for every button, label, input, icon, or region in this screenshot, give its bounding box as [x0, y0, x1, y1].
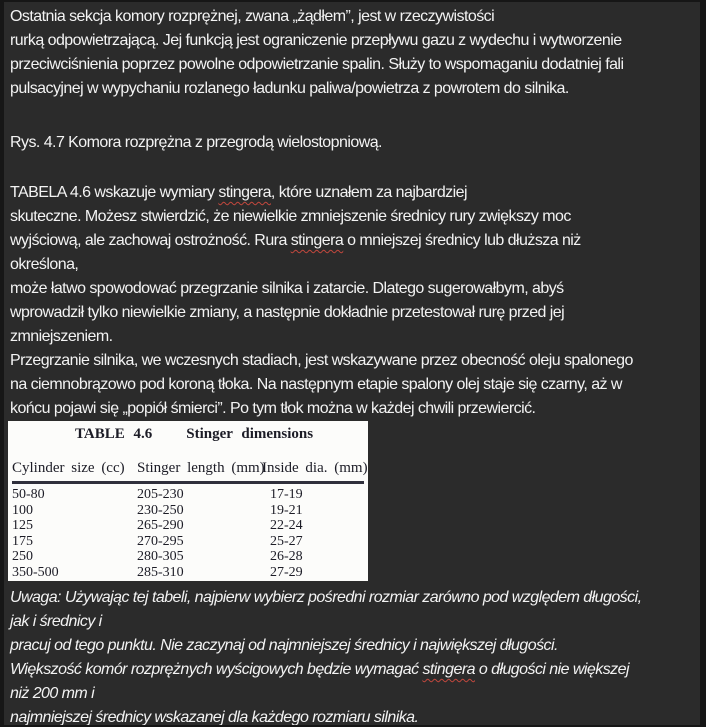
- table-title: [75, 425, 364, 443]
- table-number: TABLE 4.6: [75, 426, 153, 442]
- table-body: [12, 487, 364, 580]
- table-cell: 175: [12, 533, 33, 549]
- note-paragraph: [10, 586, 692, 725]
- text-segment: o mniejszej średnicy lub dłuższa niż: [343, 232, 581, 249]
- table-cell: 25-27: [270, 533, 303, 549]
- table-cell: 22-24: [270, 518, 303, 533]
- text-segment: o długości nie większej: [474, 661, 629, 678]
- table-cell: 280-305: [137, 549, 184, 564]
- table-cell: 125: [12, 518, 33, 533]
- text-line: [10, 229, 692, 253]
- text-line: pracuj od tego punktu. Nie zaczynaj od najmniejszej średnicy i największej długości.: [10, 637, 558, 654]
- paragraph-table-description: [10, 181, 692, 421]
- table-cell: 265-290: [137, 518, 184, 533]
- table-header-row: [12, 459, 368, 477]
- table-cell: 285-310: [137, 564, 184, 580]
- figure-caption-text: Rys. 4.7 Komora rozprężna z przegrodą wielostopniową.: [10, 134, 382, 151]
- text-line: zmniejszeniem.: [10, 328, 113, 345]
- text-line: Przegrzanie silnika, we wczesnych stadiach, jest wskazywane przez obecność oleju spalonego: [10, 352, 633, 369]
- figure-caption: [10, 131, 692, 155]
- table-cell: 100: [12, 502, 33, 518]
- text-segment: Większość komór rozprężnych wyścigowych będzie wymagać: [10, 661, 423, 678]
- table-row: [12, 487, 364, 503]
- table-cell: 27-29: [270, 564, 303, 580]
- text-line: [10, 181, 692, 205]
- table-cell: 350-500: [12, 564, 59, 580]
- text-line: Ostatnia sekcja komory rozprężnej, zwana „żądłem”, jest w rzeczywistości: [10, 8, 495, 25]
- table-header-cell: Stinger length (mm): [137, 460, 265, 476]
- text-line: wprowadził tylko niewielkie zmiany, a następnie dokładnie przetestował rurę przed jej: [10, 304, 565, 321]
- misspelled-word[interactable]: stingera: [218, 184, 271, 201]
- text-segment: wyjściową, ale zachowaj ostrożność. Rura: [10, 232, 291, 249]
- table-header-cell: Inside dia. (mm): [262, 460, 368, 476]
- text-line: jak i średnicy i: [10, 613, 102, 630]
- table-row: [12, 565, 364, 581]
- table-cell: 250: [12, 549, 33, 564]
- text-line: pulsacyjnej w wypychaniu rozlanego ładunku paliwa/powietrza z powrotem do silnika.: [10, 80, 569, 97]
- text-line: [10, 658, 692, 682]
- text-line: Uwaga: Używając tej tabeli, najpierw wybierz pośredni rozmiar zarówno pod względem długości,: [10, 589, 642, 606]
- table-cell: 270-295: [137, 533, 184, 549]
- table-row: [12, 549, 364, 565]
- text-line: najmniejszej średnicy wskazanej dla każdego rozmiaru silnika.: [10, 709, 419, 725]
- text-segment: TABELA 4.6 wskazuje wymiary: [10, 184, 219, 201]
- table-cell: 50-80: [12, 487, 45, 502]
- text-line: określona,: [10, 256, 79, 273]
- table-cell: 230-250: [137, 502, 184, 518]
- misspelled-word[interactable]: stingera: [422, 661, 475, 678]
- table-row: [12, 503, 364, 519]
- document-editor-surface[interactable]: [4, 2, 700, 725]
- misspelled-word[interactable]: stingera: [290, 232, 344, 249]
- table-cell: 26-28: [270, 549, 303, 564]
- text-line: przeciwciśnienia poprzez powolne odpowietrzanie spalin. Służy to wspomaganiu dodatniej fali: [10, 56, 624, 73]
- text-line: skuteczne. Możesz stwierdzić, że niewielkie zmniejszenie średnicy rury zwiększy moc: [10, 208, 571, 225]
- text-line: rurką odpowietrzającą. Jej funkcją jest ograniczenie przepływu gazu z wydechu i wytworzenie: [10, 32, 622, 49]
- stinger-dimensions-table-image[interactable]: [8, 421, 368, 581]
- paragraph-intro: [10, 5, 692, 101]
- text-line: końcu pojawi się „popiół śmierci”. Po tym tłok można w każdej chwili przewiercić.: [10, 400, 536, 417]
- text-line: może łatwo spowodować przegrzanie silnika i zatarcie. Dlatego sugerowałbym, abyś: [10, 280, 564, 297]
- table-header-rule: [12, 481, 364, 484]
- table-name: Stinger dimensions: [186, 426, 314, 442]
- text-segment: , które uznałem za najbardziej: [270, 184, 467, 201]
- table-cell: 205-230: [137, 487, 184, 502]
- text-line: na ciemnobrązowo pod koroną tłoka. Na następnym etapie spalony olej staje się czarny, aż w: [10, 376, 622, 393]
- text-line: niż 200 mm i: [10, 685, 95, 702]
- table-cell: 19-21: [270, 502, 303, 518]
- table-row: [12, 534, 364, 550]
- table-cell: 17-19: [270, 487, 303, 502]
- table-header-cell: Cylinder size (cc): [12, 460, 125, 476]
- table-row: [12, 518, 364, 534]
